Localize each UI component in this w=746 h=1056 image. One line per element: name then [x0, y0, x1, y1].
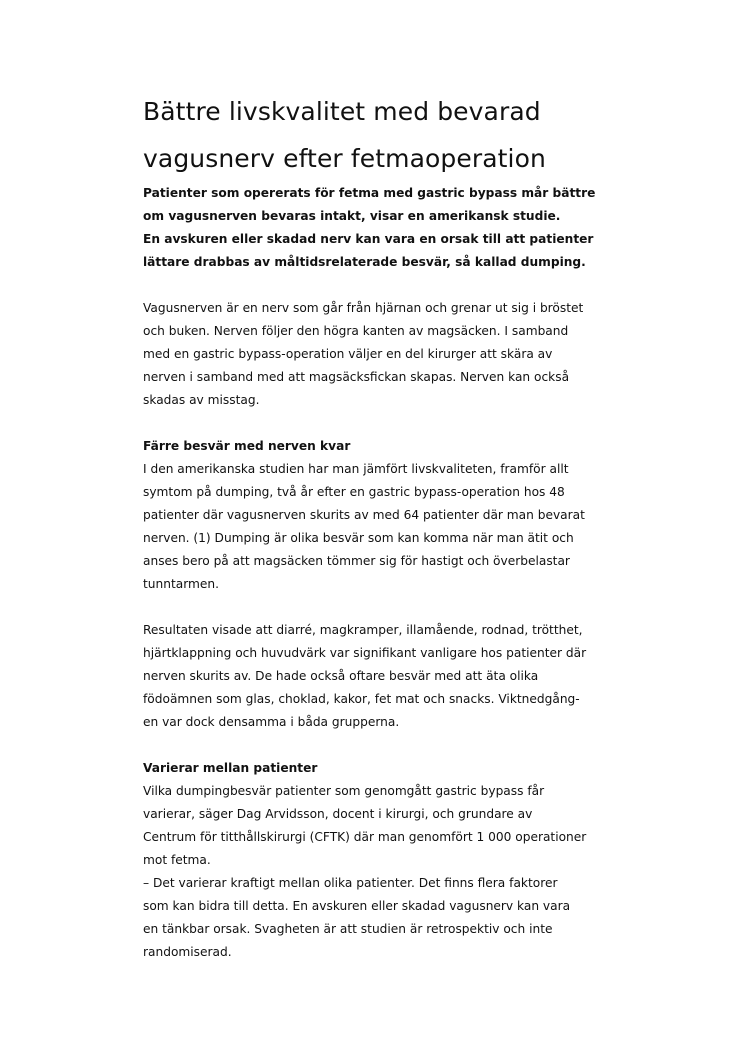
text-line: nerven i samband med att magsäcksfickan skapas. Nerven kan också: [143, 370, 570, 384]
text-line: anses bero på att magsäcken tömmer sig för hastigt och överbelastar: [143, 554, 570, 568]
text-line: nerven skurits av. De hade också oftare besvär med att äta olika: [143, 669, 539, 683]
paragraph-results: [143, 619, 613, 734]
paragraph-vagus-nerve: [143, 297, 613, 412]
paragraph-study: [143, 458, 613, 596]
article: [143, 88, 613, 964]
text-line: Vagusnerven är en nerv som går från hjärnan och grenar ut sig i bröstet: [143, 301, 584, 315]
subheading-varies: Varierar mellan patienter: [143, 761, 318, 775]
text-line: som kan bidra till detta. En avskuren eller skadad vagusnerv kan vara: [143, 899, 571, 913]
text-line: nerven. (1) Dumping är olika besvär som kan komma när man ätit och: [143, 531, 574, 545]
lead-line: om vagusnerven bevaras intakt, visar en amerikansk studie.: [143, 209, 561, 223]
paragraph-quote: [143, 780, 613, 964]
spacer: [143, 274, 613, 297]
subheading-fewer-complaints: Färre besvär med nerven kvar: [143, 439, 351, 453]
text-line: med en gastric bypass-operation väljer en del kirurger att skära av: [143, 347, 553, 361]
text-line: varierar, säger Dag Arvidsson, docent i kirurgi, och grundare av: [143, 807, 533, 821]
text-line: symtom på dumping, två år efter en gastric bypass-operation hos 48: [143, 485, 565, 499]
article-title: [143, 88, 613, 182]
text-line: en tänkbar orsak. Svagheten är att studien är retrospektiv och inte: [143, 922, 553, 936]
text-line: randomiserad.: [143, 945, 232, 959]
text-line: Vilka dumpingbesvär patienter som genomgått gastric bypass får: [143, 784, 545, 798]
text-line: Resultaten visade att diarré, magkramper, illamående, rodnad, trötthet,: [143, 623, 583, 637]
spacer: [143, 734, 613, 757]
text-line: – Det varierar kraftigt mellan olika patienter. Det finns flera faktorer: [143, 876, 558, 890]
lead-line: En avskuren eller skadad nerv kan vara en orsak till att patienter: [143, 232, 594, 246]
title-line: Bättre livskvalitet med bevarad: [143, 97, 541, 126]
text-line: hjärtklappning och huvudvärk var signifikant vanligare hos patienter där: [143, 646, 587, 660]
text-line: skadas av misstag.: [143, 393, 260, 407]
spacer: [143, 596, 613, 619]
lead-line: lättare drabbas av måltidsrelaterade besvär, så kallad dumping.: [143, 255, 586, 269]
text-line: I den amerikanska studien har man jämfört livskvaliteten, framför allt: [143, 462, 569, 476]
text-line: mot fetma.: [143, 853, 211, 867]
text-line: tunntarmen.: [143, 577, 219, 591]
text-line: en var dock densamma i båda grupperna.: [143, 715, 400, 729]
text-line: födoämnen som glas, choklad, kakor, fet mat och snacks. Viktnedgång-: [143, 692, 580, 706]
text-line: och buken. Nerven följer den högra kanten av magsäcken. I samband: [143, 324, 569, 338]
text-line: Centrum för titthållskirurgi (CFTK) där man genomfört 1 000 operationer: [143, 830, 587, 844]
spacer: [143, 412, 613, 435]
lead-line: Patienter som opererats för fetma med gastric bypass mår bättre: [143, 186, 596, 200]
text-line: patienter där vagusnerven skurits av med 64 patienter där man bevarat: [143, 508, 585, 522]
title-line: vagusnerv efter fetmaoperation: [143, 144, 546, 173]
article-lead: [143, 182, 613, 274]
